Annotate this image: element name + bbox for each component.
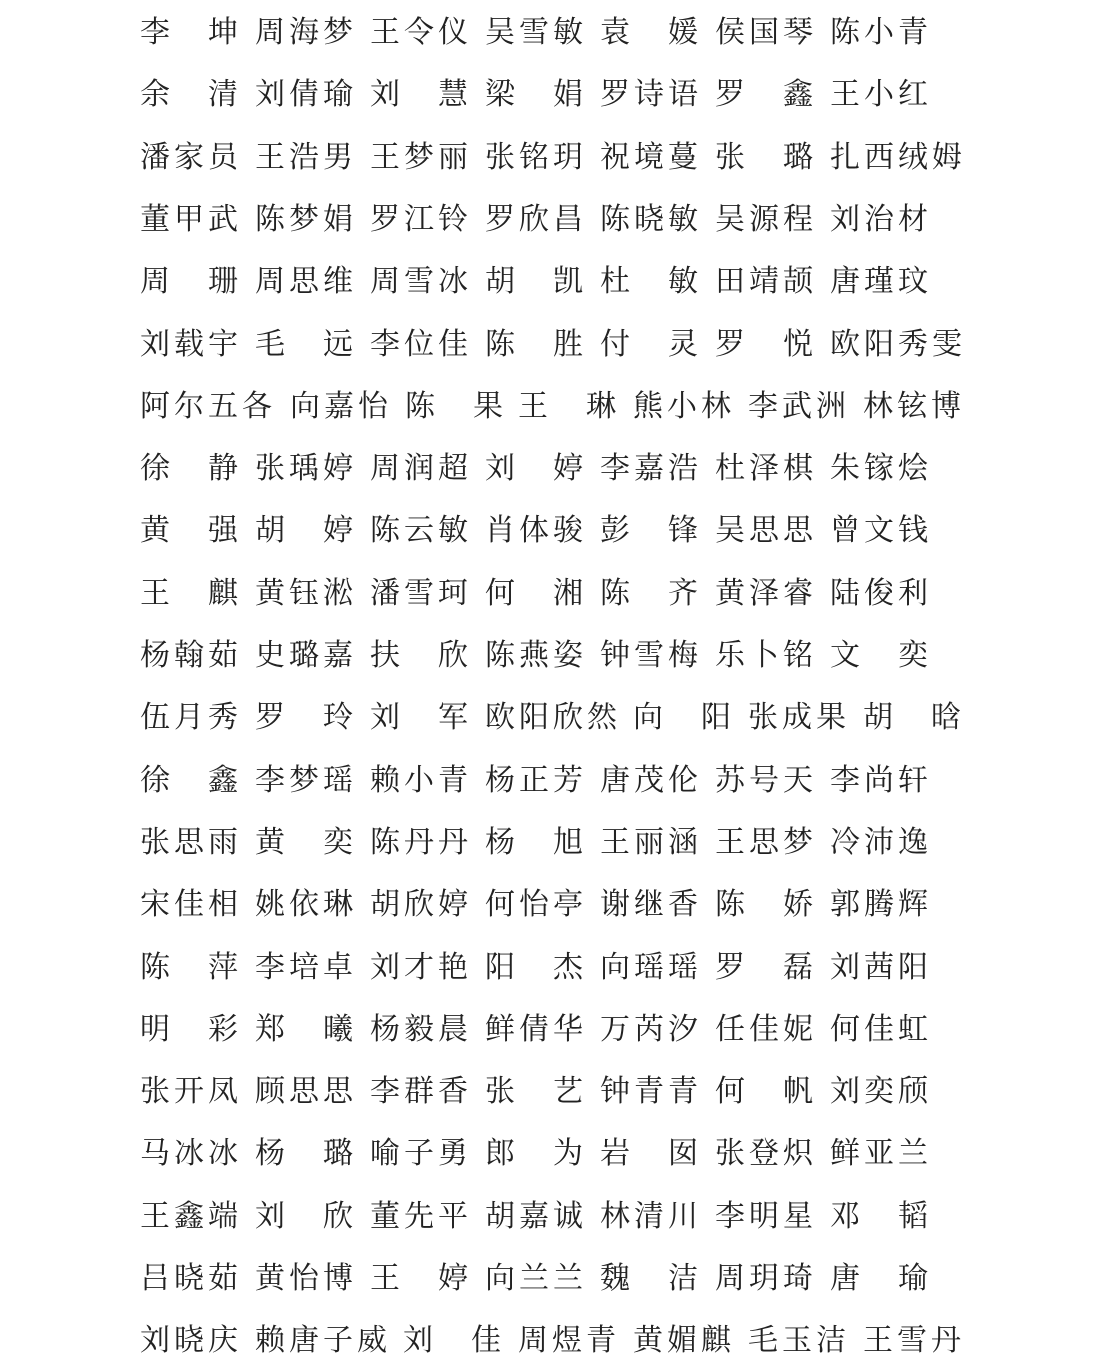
person-name: 董甲武 [140, 201, 242, 237]
person-name: 李嘉浩 [600, 451, 702, 487]
person-name: 李明星 [715, 1198, 817, 1234]
person-name: 刘 欣 [255, 1198, 357, 1234]
person-name: 胡嘉诚 [485, 1198, 587, 1234]
person-name: 伍月秀 [140, 700, 242, 736]
person-name: 黄 奕 [255, 824, 357, 860]
person-name: 胡 晗 [863, 700, 965, 736]
person-name: 陈梦娟 [255, 201, 357, 237]
person-name: 陈晓敏 [600, 201, 702, 237]
person-name: 史璐嘉 [255, 638, 357, 673]
person-name: 顾思思 [255, 1074, 357, 1110]
person-name: 罗江铃 [370, 201, 472, 237]
person-name: 邓 韬 [830, 1198, 932, 1234]
person-name: 冷沛逸 [830, 824, 932, 860]
person-name: 刘 佳 [403, 1323, 505, 1359]
person-name: 祝境蔓 [600, 139, 702, 175]
person-name: 阳 杰 [485, 949, 587, 985]
person-name: 周 珊 [140, 264, 242, 300]
person-name: 林铉博 [863, 388, 965, 424]
person-name: 周煜青 [518, 1323, 620, 1359]
person-name: 李位佳 [370, 326, 472, 362]
person-name: 徐 静 [140, 451, 242, 487]
person-name: 罗诗语 [600, 77, 702, 113]
person-name: 何 帆 [715, 1074, 817, 1110]
person-name: 陈丹丹 [370, 824, 472, 860]
person-name: 王梦丽 [370, 139, 472, 175]
person-name: 侯国琴 [715, 15, 817, 50]
person-name: 胡 婷 [255, 513, 357, 549]
person-name: 李梦瑶 [255, 762, 357, 798]
person-name: 唐瑾玟 [830, 264, 932, 300]
person-name: 杜 敏 [600, 264, 702, 300]
person-name: 曾文钱 [830, 513, 932, 549]
person-name: 马冰冰 [140, 1136, 242, 1172]
person-name: 刘 婷 [485, 451, 587, 487]
person-name: 陈 胜 [485, 326, 587, 362]
person-name: 田靖颉 [715, 264, 817, 300]
person-name: 张瑀婷 [255, 451, 357, 487]
person-name: 罗 鑫 [715, 77, 817, 113]
person-name: 吴思思 [715, 513, 817, 549]
person-name: 张开凤 [140, 1074, 242, 1110]
person-name: 陈 齐 [600, 575, 702, 611]
person-name: 王 婷 [370, 1261, 472, 1296]
person-name: 王令仪 [370, 15, 472, 50]
person-name: 宋佳相 [140, 887, 242, 923]
person-name: 张 艺 [485, 1074, 587, 1110]
person-name: 毛 远 [255, 326, 357, 362]
person-name: 刘倩瑜 [255, 77, 357, 113]
person-name: 文 奕 [830, 638, 932, 673]
person-name: 刘奕颀 [830, 1074, 932, 1110]
person-name: 唐 瑜 [830, 1261, 932, 1296]
person-name: 潘家员 [140, 139, 242, 175]
person-name: 赖唐子威 [255, 1323, 391, 1359]
person-name: 王浩男 [255, 139, 357, 175]
person-name: 周润超 [370, 451, 472, 487]
person-name: 张登炽 [715, 1136, 817, 1172]
person-name: 陆俊利 [830, 575, 932, 611]
person-name: 杨 旭 [485, 824, 587, 860]
person-name: 钟雪梅 [600, 638, 702, 673]
person-name: 吴源程 [715, 201, 817, 237]
person-name: 鲜亚兰 [830, 1136, 932, 1172]
person-name: 向瑶瑶 [600, 949, 702, 985]
person-name: 黄 强 [140, 513, 242, 549]
person-name: 罗 悦 [715, 326, 817, 362]
person-name: 李武洲 [748, 388, 850, 424]
person-name: 王小红 [830, 77, 932, 113]
person-name: 王 琳 [518, 388, 620, 424]
person-name: 刘载宇 [140, 326, 242, 362]
person-name: 欧阳欣然 [485, 700, 621, 736]
person-name: 张成果 [748, 700, 850, 736]
person-name: 罗欣昌 [485, 201, 587, 237]
person-name: 陈 娇 [715, 887, 817, 923]
person-name: 何 湘 [485, 575, 587, 611]
person-name: 鲜倩华 [485, 1011, 587, 1047]
person-name: 李 坤 [140, 15, 242, 50]
person-name: 吕晓茹 [140, 1261, 242, 1296]
person-name: 姚依琳 [255, 887, 357, 923]
person-name: 刘茜阳 [830, 949, 932, 985]
person-name: 黄怡博 [255, 1261, 357, 1296]
person-name: 向嘉怡 [290, 388, 392, 424]
person-name: 万芮汐 [600, 1011, 702, 1047]
person-name: 彭 锋 [600, 513, 702, 549]
person-name: 王丽涵 [600, 824, 702, 860]
person-name: 杨翰茹 [140, 638, 242, 673]
person-name: 张 璐 [715, 139, 817, 175]
person-name: 扶 欣 [370, 638, 472, 673]
person-name: 朱镓烩 [830, 451, 932, 487]
person-name: 郭腾辉 [830, 887, 932, 923]
person-name: 乐卜铭 [715, 638, 817, 673]
person-name: 罗 磊 [715, 949, 817, 985]
person-name: 苏号天 [715, 762, 817, 798]
person-name: 林清川 [600, 1198, 702, 1234]
person-name: 梁 娟 [485, 77, 587, 113]
person-name: 向兰兰 [485, 1261, 587, 1296]
person-name: 潘雪珂 [370, 575, 472, 611]
person-name: 向 阳 [633, 700, 735, 736]
person-name: 周海梦 [255, 15, 357, 50]
person-name: 何怡亭 [485, 887, 587, 923]
person-name: 肖体骏 [485, 513, 587, 549]
person-name: 钟青青 [600, 1074, 702, 1110]
person-name: 黄媚麒 [633, 1323, 735, 1359]
person-name: 岩 囡 [600, 1136, 702, 1172]
person-name: 郑 曦 [255, 1011, 357, 1047]
person-name: 王雪丹 [863, 1323, 965, 1359]
person-name: 李尚轩 [830, 762, 932, 798]
person-name: 魏 洁 [600, 1261, 702, 1296]
person-name: 王鑫端 [140, 1198, 242, 1234]
person-name: 王思梦 [715, 824, 817, 860]
person-name: 任佳妮 [715, 1011, 817, 1047]
person-name: 张思雨 [140, 824, 242, 860]
person-name: 徐 鑫 [140, 762, 242, 798]
person-name: 黄钰淞 [255, 575, 357, 611]
person-name: 王 麒 [140, 575, 242, 611]
person-name: 欧阳秀雯 [830, 326, 966, 362]
person-name: 杨正芳 [485, 762, 587, 798]
person-name: 黄泽睿 [715, 575, 817, 611]
person-name: 唐茂伦 [600, 762, 702, 798]
person-name: 扎西绒姆 [830, 139, 966, 175]
person-name: 李培卓 [255, 949, 357, 985]
person-name: 胡欣婷 [370, 887, 472, 923]
person-name: 陈 果 [405, 388, 507, 424]
person-name: 何佳虹 [830, 1011, 932, 1047]
person-name: 明 彩 [140, 1011, 242, 1047]
person-name: 谢继香 [600, 887, 702, 923]
person-name: 陈 萍 [140, 949, 242, 985]
person-name: 刘晓庆 [140, 1323, 242, 1359]
person-name: 李群香 [370, 1074, 472, 1110]
person-name: 赖小青 [370, 762, 472, 798]
person-name: 杨毅晨 [370, 1011, 472, 1047]
person-name: 董先平 [370, 1198, 472, 1234]
person-name: 余 清 [140, 77, 242, 113]
person-name: 吴雪敏 [485, 15, 587, 50]
person-name: 陈小青 [830, 15, 932, 50]
person-name: 阿尔五各 [140, 388, 276, 424]
person-name: 杨 璐 [255, 1136, 357, 1172]
person-name: 周雪冰 [370, 264, 472, 300]
person-name: 袁 媛 [600, 15, 702, 50]
person-name: 陈燕姿 [485, 638, 587, 673]
person-name: 周思维 [255, 264, 357, 300]
person-name: 罗 玲 [255, 700, 357, 736]
person-name: 刘才艳 [370, 949, 472, 985]
person-name: 毛玉洁 [748, 1323, 850, 1359]
person-name: 刘 慧 [370, 77, 472, 113]
person-name: 喻子勇 [370, 1136, 472, 1172]
person-name: 郎 为 [485, 1136, 587, 1172]
person-name: 刘 军 [370, 700, 472, 736]
person-name: 刘治材 [830, 201, 932, 237]
person-name: 胡 凯 [485, 264, 587, 300]
person-name: 陈云敏 [370, 513, 472, 549]
person-name: 周玥琦 [715, 1261, 817, 1296]
person-name: 付 灵 [600, 326, 702, 362]
person-name: 杜泽棋 [715, 451, 817, 487]
person-name: 熊小林 [633, 388, 735, 424]
person-name: 张铭玥 [485, 139, 587, 175]
